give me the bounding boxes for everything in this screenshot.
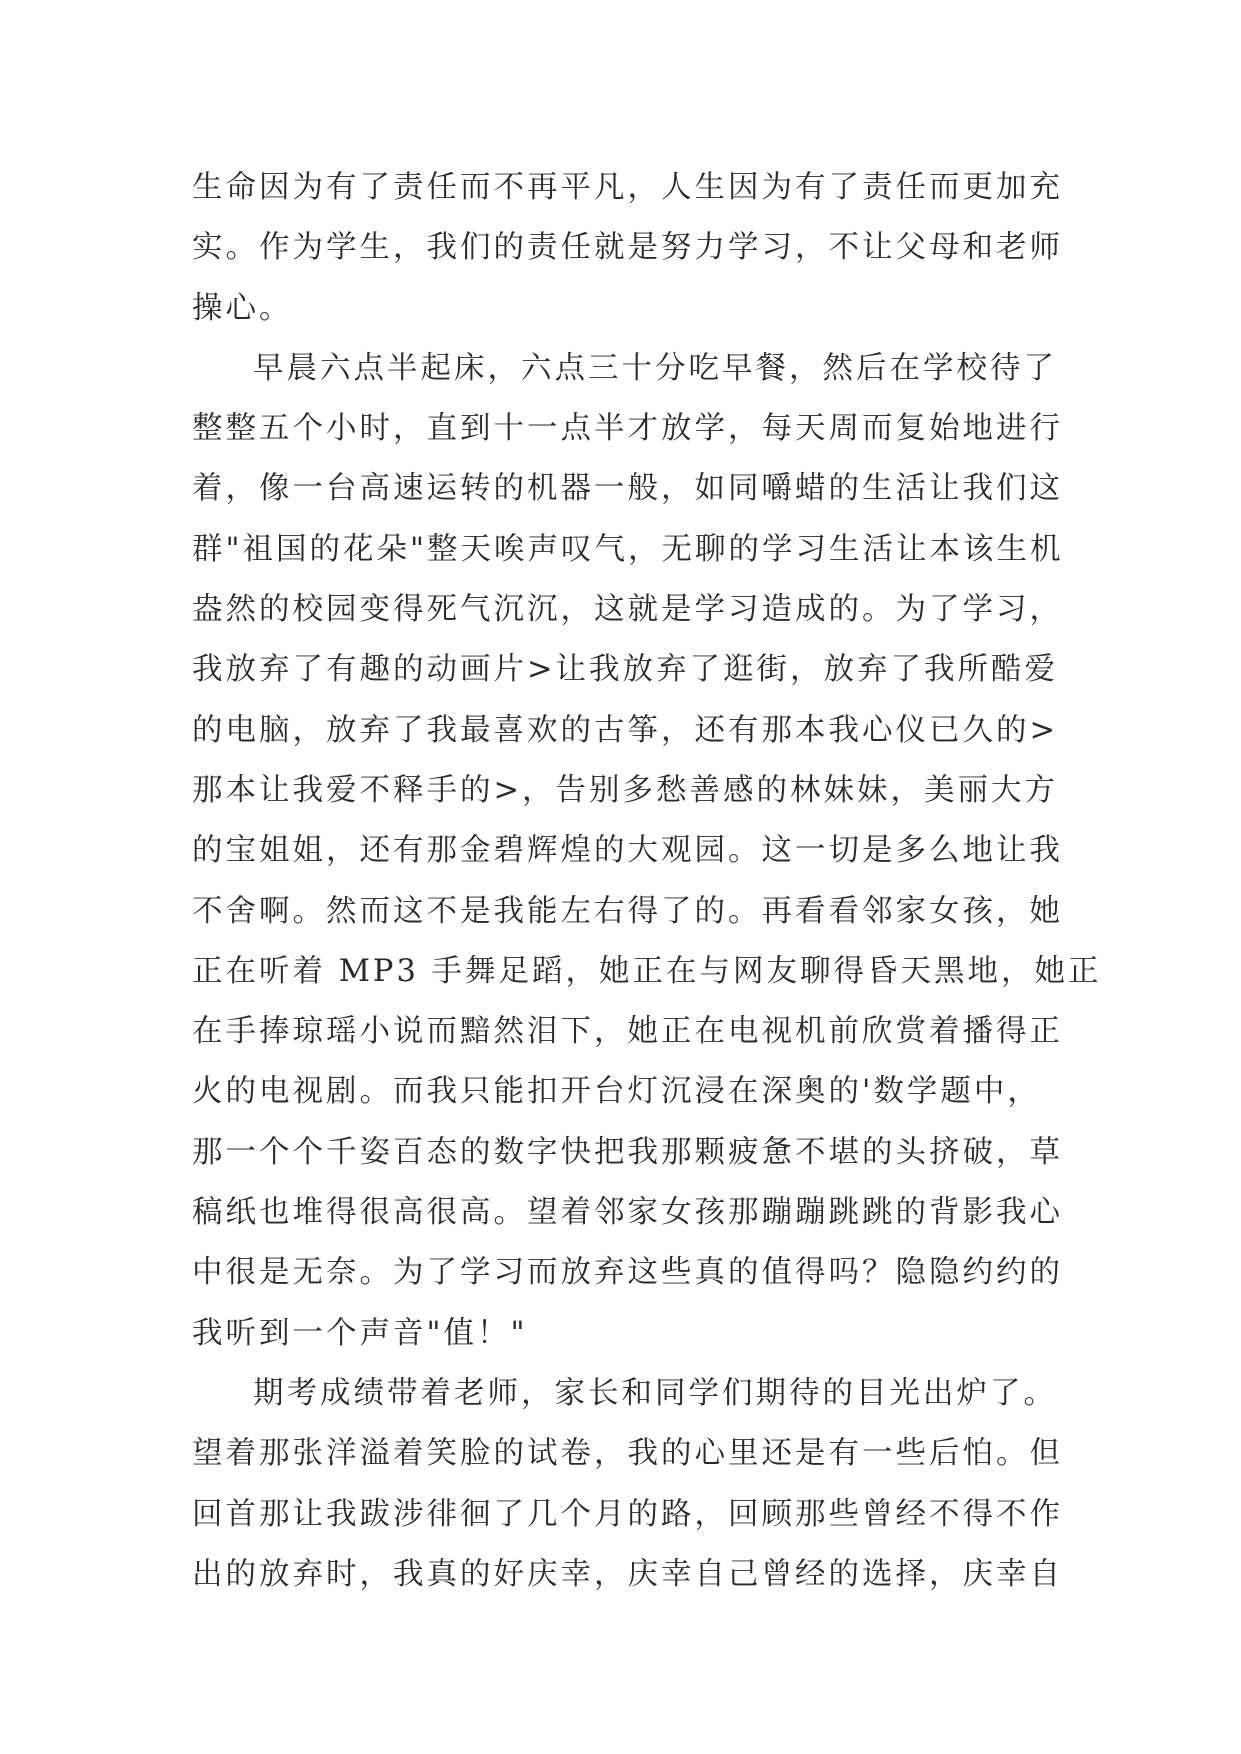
text-line: 回首那让我跋涉徘徊了几个月的路，回顾那些曾经不得不作 bbox=[192, 1496, 1063, 1532]
text-line: 我听到一个声音"值！" bbox=[192, 1315, 528, 1351]
text-line: 那一个个千姿百态的数字快把我那颗疲惫不堪的头挤破，草 bbox=[192, 1134, 1063, 1170]
text-line: 的宝姐姐，还有那金碧辉煌的大观园。这一切是多么地让我 bbox=[192, 833, 1063, 869]
text-line: 望着那张洋溢着笑脸的试卷，我的心里还是有一些后怕。但 bbox=[192, 1436, 1063, 1472]
text-line: 早晨六点半起床，六点三十分吃早餐，然后在学校待了 bbox=[253, 350, 1057, 386]
text-line: 生命因为有了责任而不再平凡，人生因为有了责任而更加充 bbox=[192, 170, 1063, 205]
text-line: 群"祖国的花朵"整天唉声叹气，无聊的学习生活让本该生机 bbox=[192, 531, 1064, 567]
text-line: 期考成绩带着老师，家长和同学们期待的目光出炉了。 bbox=[253, 1375, 1057, 1411]
text-line: 盎然的校园变得死气沉沉，这就是学习造成的。为了学习， bbox=[192, 592, 1063, 628]
text-line: 火的电视剧。而我只能扣开台灯沉浸在深奥的'数学题中， bbox=[192, 1074, 1041, 1110]
text-line: 操心。 bbox=[192, 290, 293, 326]
text-line: 我放弃了有趣的动画片>让我放弃了逛街，放弃了我所酷爱 bbox=[192, 652, 1059, 688]
text-line: 那本让我爱不释手的>，告别多愁善感的林妹妹，美丽大方 bbox=[192, 772, 1059, 808]
text-line: 稿纸也堆得很高很高。望着邻家女孩那蹦蹦跳跳的背影我心 bbox=[192, 1195, 1063, 1231]
text-line: 中很是无奈。为了学习而放弃这些真的值得吗？隐隐约约的 bbox=[192, 1255, 1063, 1291]
text-line: 正在听着 MP3 手舞足蹈，她正在与网友聊得昏天黑地，她正 bbox=[192, 953, 1102, 989]
text-line: 不舍啊。然而这不是我能左右得了的。再看看邻家女孩，她 bbox=[192, 893, 1063, 929]
text-line: 的电脑，放弃了我最喜欢的古筝，还有那本我心仪已久的> bbox=[192, 712, 1059, 748]
document-body bbox=[192, 158, 1102, 1605]
text-line: 在手捧琼瑶小说而黯然泪下，她正在电视机前欣赏着播得正 bbox=[192, 1014, 1063, 1050]
text-line: 出的放弃时，我真的好庆幸，庆幸自己曾经的选择，庆幸自 bbox=[192, 1556, 1063, 1592]
text-line: 着，像一台高速运转的机器一般，如同嚼蜡的生活让我们这 bbox=[192, 471, 1063, 507]
text-line: 实。作为学生，我们的责任就是努力学习，不让父母和老师 bbox=[192, 230, 1063, 266]
text-line: 整整五个小时，直到十一点半才放学，每天周而复始地进行 bbox=[192, 411, 1063, 447]
